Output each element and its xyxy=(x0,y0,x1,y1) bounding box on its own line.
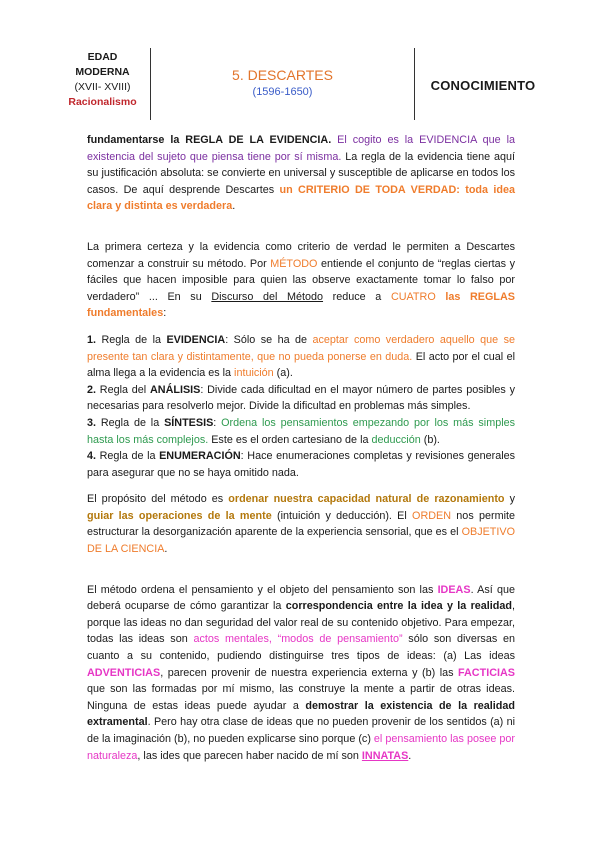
text-span: guiar las operaciones de la mente xyxy=(87,509,272,522)
text-span: : xyxy=(163,307,167,320)
text-span: demostrar la existencia de la realidad extramental xyxy=(87,699,515,729)
text-span: Regla de la xyxy=(96,450,160,463)
rule-analysis xyxy=(87,382,515,415)
text-span: , las ides que parecen haber nacido de mí son xyxy=(137,749,362,762)
text-span: . xyxy=(408,749,412,762)
text-span: , porque las ideas no dan seguridad del valor real de su contenido objetivo. Para empezar, todas las ideas son xyxy=(87,600,515,646)
text-span xyxy=(436,291,446,303)
text-span: ENUMERACIÓN xyxy=(159,450,241,463)
text-span: 2. xyxy=(87,383,97,396)
text-span: 1. xyxy=(87,333,97,346)
text-span: : xyxy=(213,416,222,429)
text-span: reduce a xyxy=(323,290,391,303)
text-span: entiende el conjunto de “reglas ciertas y fáciles que hacen imposible para quien las observe exactamente tomar lo falso por verdadero” ... En su xyxy=(87,257,515,303)
text-span: 3. xyxy=(87,416,97,429)
text-span: un CRITERIO DE TODA VERDAD: toda idea clara y distinta es verdadera xyxy=(87,183,515,213)
header-divider-left xyxy=(150,48,151,120)
text-span: correspondencia entre la idea y la realidad xyxy=(285,600,512,613)
text-span: La regla de la evidencia tiene aquí su justificación absoluta: se convierte en universal y susceptible de aplicarse en todos los casos. De aquí desprende Descartes xyxy=(87,150,516,196)
period-line-3: (XVII- XVIII) xyxy=(74,81,131,93)
period-line-2: MODERNA xyxy=(75,66,130,78)
spacer xyxy=(87,229,515,239)
text-span: Regla del xyxy=(96,383,150,396)
text-span: Ordena los pensamientos empezando por los más simples hasta los más complejos. xyxy=(87,416,515,446)
text-span: ordenar nuestra capacidad natural de razonamiento xyxy=(228,493,505,506)
text-span: : Hace enumeraciones completas y revisiones generales para asegurar que no se haya omitido nada. xyxy=(87,450,515,479)
spacer xyxy=(87,215,515,229)
text-span: : Sólo se ha de xyxy=(225,333,313,346)
period-line-1: EDAD xyxy=(87,51,118,63)
text-span: deducción xyxy=(371,433,421,446)
text-span: , parecen provenir de nuestra experiencia externa y (b) las xyxy=(160,666,459,679)
text-span: La primera certeza y la evidencia como criterio de verdad le permiten a Descartes comenzar a construir su método. Por xyxy=(87,240,515,270)
text-span: Regla de la xyxy=(96,333,167,346)
text-span: y xyxy=(504,493,516,506)
text-span: El método ordena el pensamiento y el objeto del pensamiento son las xyxy=(87,583,438,596)
header-period-block xyxy=(55,50,150,110)
text-span: SÍNTESIS xyxy=(164,416,214,429)
spacer xyxy=(87,558,515,572)
text-span: intuición xyxy=(234,367,274,380)
author-dates: (1596-1650) xyxy=(252,86,313,98)
text-span: El propósito del método es xyxy=(87,493,229,506)
text-span: actos mentales, “modos de pensamiento” xyxy=(193,633,403,646)
text-span: ADVENTICIAS xyxy=(87,666,161,679)
paragraph-purpose xyxy=(87,491,515,557)
text-span: (a). xyxy=(273,367,293,380)
paragraph-ideas xyxy=(87,582,515,765)
page-title: 5. DESCARTES xyxy=(232,67,333,83)
text-span: ORDEN xyxy=(412,509,452,522)
text-span: INNATAS xyxy=(361,749,409,762)
text-span: El cogito es la EVIDENCIA que la existencia del sujeto que piensa tiene por sí misma. xyxy=(87,134,515,163)
document-body xyxy=(87,132,515,764)
spacer xyxy=(87,481,515,491)
text-span: las REGLAS fundamentales xyxy=(87,290,516,320)
rule-enumeration xyxy=(87,448,515,481)
header-title-block xyxy=(155,66,410,100)
text-span: Regla de la xyxy=(96,416,165,429)
text-span: OBJETIVO DE LA CIENCIA xyxy=(87,526,515,556)
paragraph-method xyxy=(87,239,515,322)
header-divider-right xyxy=(414,48,415,120)
text-span: que son las formadas por mí mismo, las construye la mente a partir de otras ideas. Ninguna de estas ideas puede ayudar a xyxy=(87,683,515,712)
text-span: nos permite estructurar la desorganización aparente de la experiencia sensorial, que es el xyxy=(87,509,515,539)
text-span: sólo son diversas en cuanto a su contenido, pudiendo distinguirse tres tipos de ideas: (a) Las ideas xyxy=(87,633,515,663)
text-span: . Pero hay otra clase de ideas que no pueden provenir de los sentidos (a) ni de la imaginación (b), no pueden explicarse sino porque (c) xyxy=(87,716,515,745)
spacer xyxy=(87,322,515,332)
text-span: : Divide cada dificultad en el mayor número de partes posibles y necesarias para resolverlo mejor. Divide la dificultad en problemas más simples. xyxy=(87,383,515,413)
text-span: fundamentarse la REGLA DE LA EVIDENCIA. xyxy=(87,134,332,146)
rule-evidence xyxy=(87,332,515,382)
text-span: Discurso del Método xyxy=(211,290,324,303)
text-span: el pensamiento las posee por naturaleza xyxy=(87,733,515,762)
text-span: (b). xyxy=(420,433,440,446)
text-span: FACTICIAS xyxy=(458,666,515,679)
text-span: . xyxy=(232,200,236,213)
text-span: . Así que deberá ocuparse de cómo garantizar la xyxy=(87,583,515,613)
text-span: CUATRO xyxy=(390,290,436,303)
text-span: El acto por el cual el alma llega a la evidencia es la xyxy=(87,350,515,380)
text-span: IDEAS xyxy=(437,583,471,596)
text-span: . xyxy=(164,543,168,556)
text-span: 4. xyxy=(87,450,97,463)
topic-label: CONOCIMIENTO xyxy=(430,78,536,93)
paragraph-evidence xyxy=(87,132,515,215)
text-span: EVIDENCIA xyxy=(166,333,226,346)
text-span: ANÁLISIS xyxy=(149,383,201,396)
rule-synthesis xyxy=(87,415,515,448)
text-span: aceptar como verdadero aquello que se presente tan clara y distintamente, que no pueda ponerse en duda. xyxy=(87,333,516,363)
spacer xyxy=(87,572,515,582)
text-span: Este es el orden cartesiano de la xyxy=(208,433,372,446)
text-span: (intuición y deducción). El xyxy=(271,509,413,522)
movement-label: Racionalismo xyxy=(68,96,137,108)
text-span: MÉTODO xyxy=(270,257,318,270)
